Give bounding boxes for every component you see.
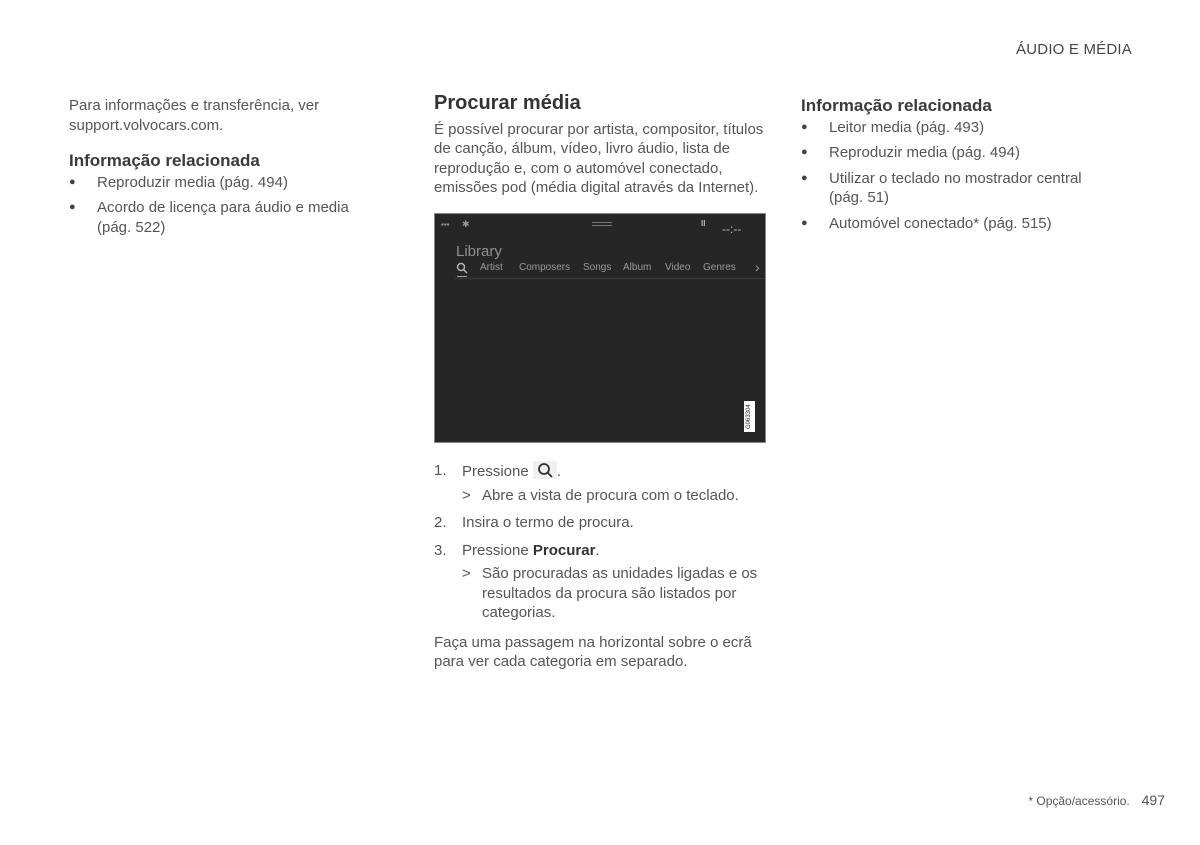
pause-icon: II	[701, 219, 706, 228]
intro-line: Para informações e transferência, ver	[69, 97, 320, 114]
tab-video[interactable]: Video	[665, 262, 691, 273]
step-item: 1. Pressione . > Abre a vista de procura com o teclado.	[434, 461, 766, 505]
footnote: * Opção/acessório.	[1028, 794, 1130, 808]
library-screen-image	[434, 213, 766, 443]
middle-column	[434, 94, 766, 198]
step-text: Insira o termo de procura.	[462, 514, 634, 531]
related-heading: Informação relacionada	[69, 151, 260, 170]
support-link[interactable]: support.volvocars.com.	[69, 116, 224, 134]
right-column	[801, 96, 1101, 239]
outro-paragraph: Faça uma passagem na horizontal sobre o ecrã para ver cada categoria em separado.	[434, 633, 752, 670]
step-text: Pressione	[462, 541, 529, 559]
step-result	[462, 486, 766, 506]
related-link[interactable]: ● Reproduzir media (pág. 494)	[801, 143, 1101, 163]
related-list	[69, 173, 359, 238]
intro-text	[69, 96, 359, 135]
procurar-label: Procurar	[532, 541, 596, 559]
related-link[interactable]: ● Reproduzir media (pág. 494)	[69, 173, 359, 193]
tab-composers[interactable]: Composers	[519, 262, 571, 273]
left-column	[69, 96, 359, 243]
result-text: Abre a vista de procura com o teclado.	[482, 486, 739, 504]
related-link[interactable]: ● Automóvel conectado* (pág. 515)	[801, 214, 1101, 234]
result-text: São procuradas as unidades ligadas e os resultados da procura são listados por categorias.	[482, 565, 758, 621]
handle-icon	[592, 222, 612, 226]
page-title: Procurar média	[434, 92, 581, 114]
steps-section	[434, 461, 766, 672]
page-footer	[1028, 792, 1165, 808]
search-icon	[533, 461, 557, 479]
image-code: G063304	[744, 401, 755, 432]
active-tab-indicator	[457, 276, 467, 277]
time-display: --:--	[722, 222, 742, 236]
bluetooth-icon: ✱	[462, 219, 470, 229]
tab-album[interactable]: Album	[623, 262, 652, 273]
section-title: ÁUDIO E MÉDIA	[1016, 41, 1132, 58]
related-heading: Informação relacionada	[801, 96, 992, 115]
related-list	[801, 118, 1101, 234]
related-link[interactable]: ● Leitor media (pág. 493)	[801, 118, 1101, 138]
page-number: 497	[1141, 792, 1165, 808]
tab-divider	[455, 278, 765, 279]
step-number: 1.	[434, 462, 447, 479]
search-icon[interactable]	[456, 262, 468, 274]
tab-artist[interactable]: Artist	[480, 262, 503, 273]
tab-genres[interactable]: Genres	[703, 262, 736, 273]
signal-icon: ▪▪▪	[441, 220, 450, 229]
related-link[interactable]: ● Utilizar o teclado no mostrador central (pág. 51)	[801, 169, 1101, 208]
intro-paragraph: É possível procurar por artista, compositor, títulos de canção, álbum, vídeo, livro áudio, lista de reprodução e, com o automóvel conectado, emissões pod (média digital através da Internet).	[434, 120, 764, 196]
library-title: Library	[456, 243, 502, 260]
step-result	[462, 564, 766, 623]
step-number: 2.	[434, 514, 447, 531]
step-item	[434, 513, 766, 533]
result-arrow: >	[462, 565, 471, 582]
step-text: Pressione	[462, 463, 529, 480]
step-item: 3. Pressione Procurar. > São procuradas as unidades ligadas e os resultados da procura são listados por categorias.	[434, 541, 766, 623]
result-arrow: >	[462, 486, 471, 504]
tab-songs[interactable]: Songs	[583, 262, 612, 273]
step-number: 3.	[434, 541, 447, 559]
chevron-right-icon[interactable]: ›	[755, 259, 760, 275]
steps-list	[434, 461, 766, 623]
related-link[interactable]: ● Acordo de licença para áudio e media (pág. 522)	[69, 198, 359, 237]
